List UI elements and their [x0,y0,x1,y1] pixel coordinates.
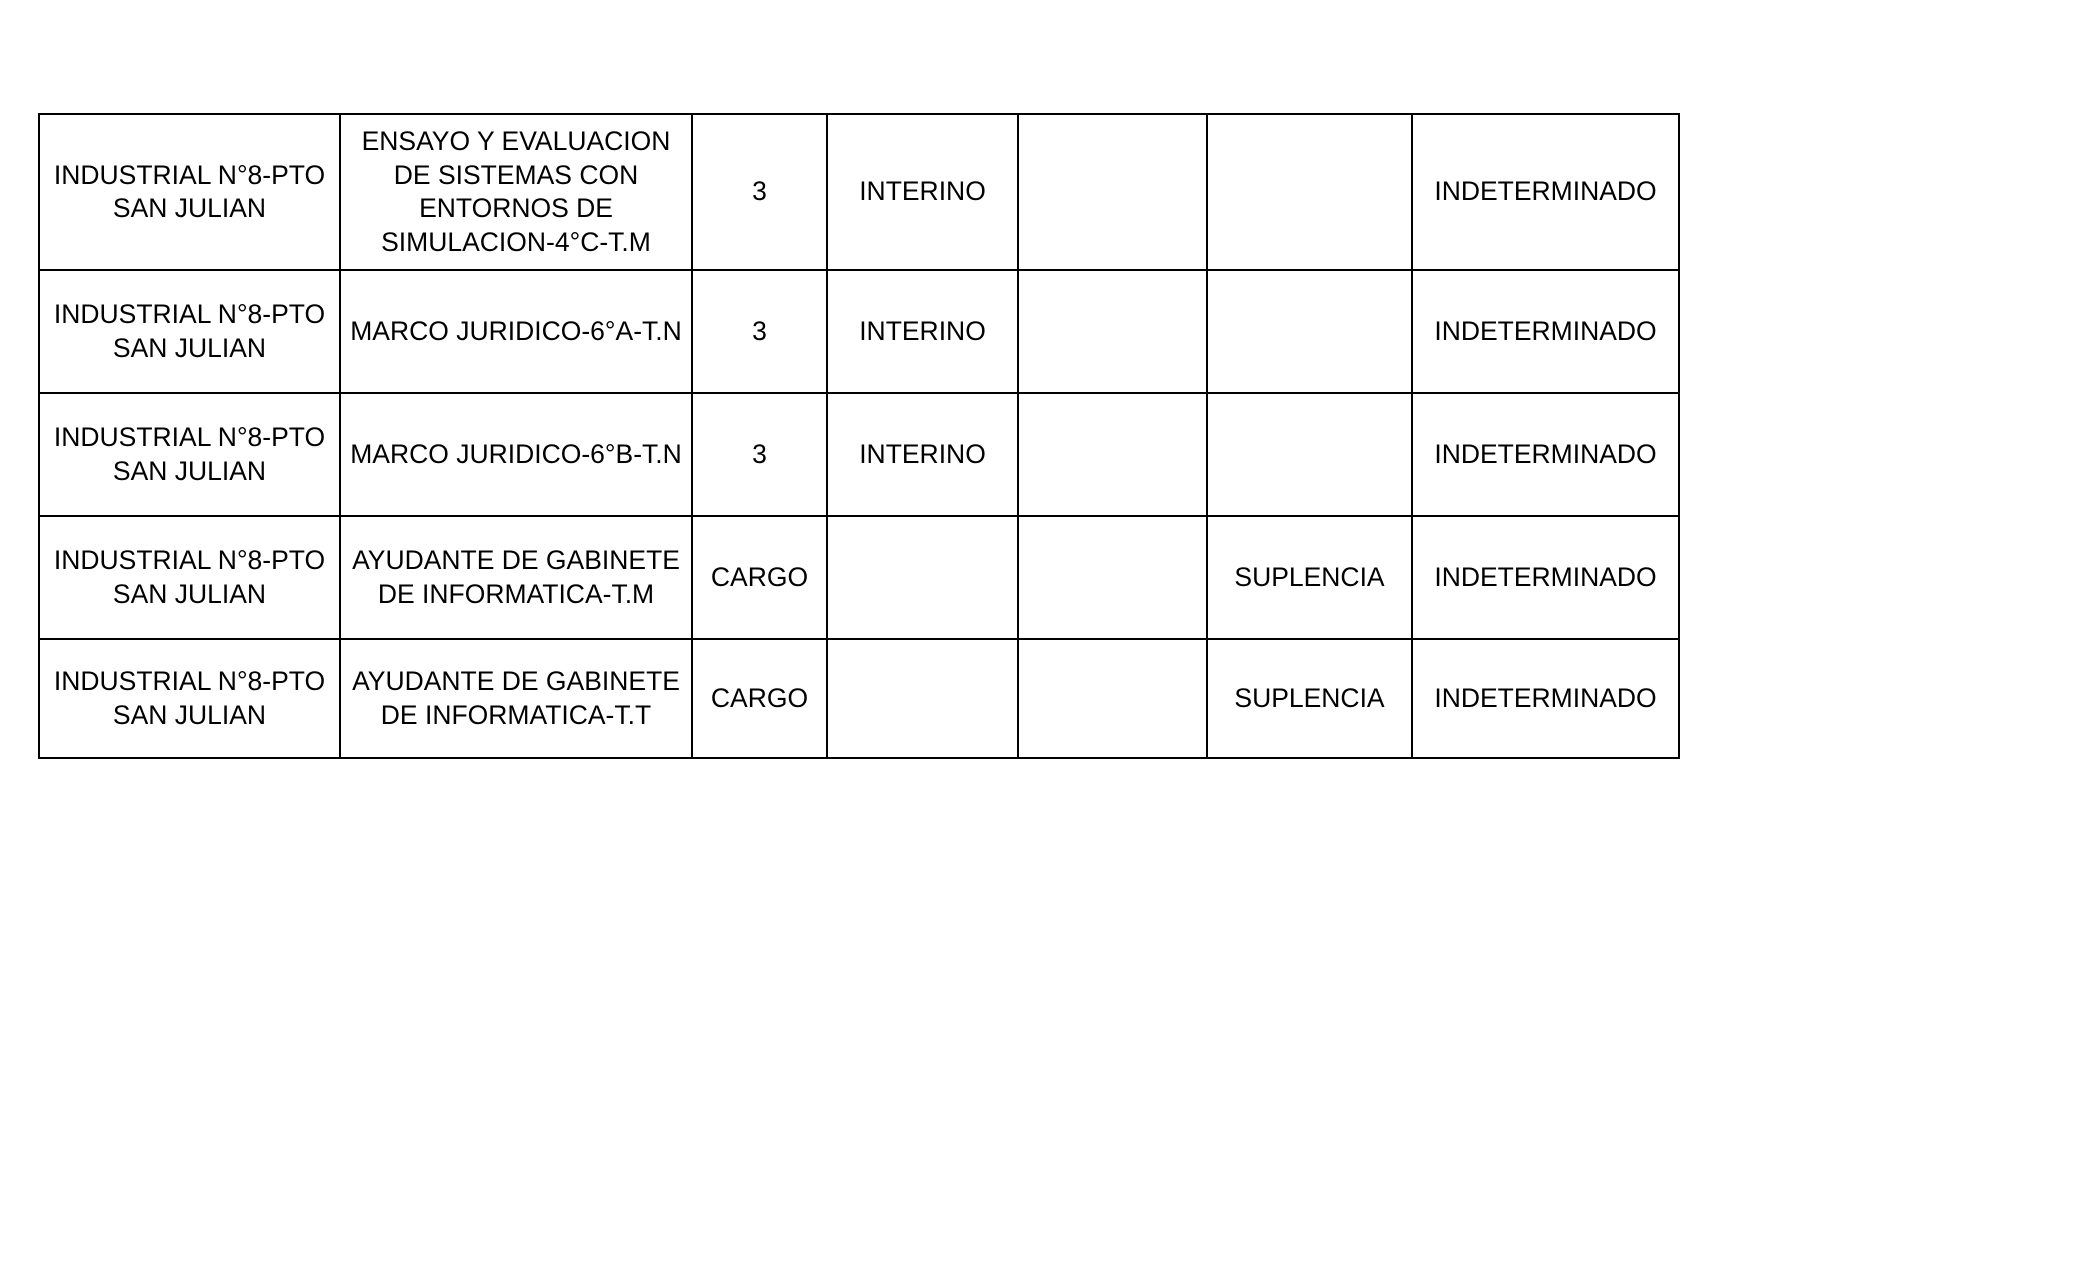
table-row [39,114,1679,270]
table-row [39,516,1679,639]
duration-cell: INDETERMINADO [1412,393,1679,516]
interino-cell [827,639,1018,758]
table-row [39,270,1679,393]
hours-cell: CARGO [692,516,827,639]
duration-cell: INDETERMINADO [1412,114,1679,270]
interino-cell: INTERINO [827,393,1018,516]
empty-cell [1018,270,1207,393]
duration-cell: INDETERMINADO [1412,516,1679,639]
subject-cell: MARCO JURIDICO-6°A-T.N [340,270,692,393]
hours-cell: 3 [692,114,827,270]
hours-cell: CARGO [692,639,827,758]
hours-cell: 3 [692,393,827,516]
hours-cell: 3 [692,270,827,393]
subject-cell: ENSAYO Y EVALUACION DE SISTEMAS CON ENTORNOS DE SIMULACION-4°C-T.M [340,114,692,270]
interino-cell: INTERINO [827,270,1018,393]
data-table [38,113,1680,759]
duration-cell: INDETERMINADO [1412,639,1679,758]
empty-cell [1018,639,1207,758]
table-row [39,639,1679,758]
interino-cell [827,516,1018,639]
spreadsheet-page [38,113,1680,759]
empty-cell [1018,516,1207,639]
suplencia-cell: SUPLENCIA [1207,639,1412,758]
suplencia-cell [1207,270,1412,393]
empty-cell [1018,114,1207,270]
school-cell: INDUSTRIAL N°8-PTO SAN JULIAN [39,114,340,270]
suplencia-cell [1207,393,1412,516]
school-cell: INDUSTRIAL N°8-PTO SAN JULIAN [39,639,340,758]
school-cell: INDUSTRIAL N°8-PTO SAN JULIAN [39,270,340,393]
interino-cell: INTERINO [827,114,1018,270]
school-cell: INDUSTRIAL N°8-PTO SAN JULIAN [39,516,340,639]
empty-cell [1018,393,1207,516]
subject-cell: AYUDANTE DE GABINETE DE INFORMATICA-T.T [340,639,692,758]
subject-cell: MARCO JURIDICO-6°B-T.N [340,393,692,516]
suplencia-cell: SUPLENCIA [1207,516,1412,639]
table-row [39,393,1679,516]
school-cell: INDUSTRIAL N°8-PTO SAN JULIAN [39,393,340,516]
subject-cell: AYUDANTE DE GABINETE DE INFORMATICA-T.M [340,516,692,639]
suplencia-cell [1207,114,1412,270]
duration-cell: INDETERMINADO [1412,270,1679,393]
